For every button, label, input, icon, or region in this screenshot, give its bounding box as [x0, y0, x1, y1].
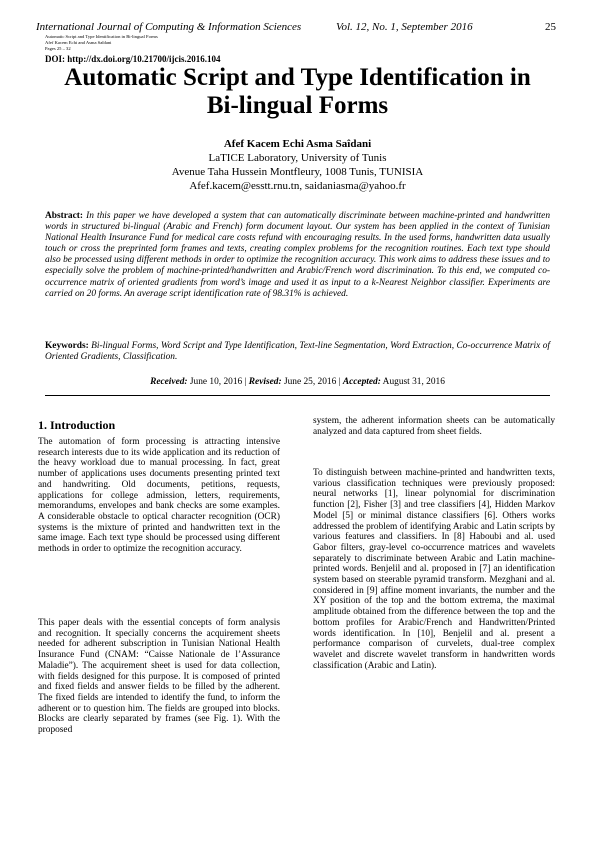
received-date: June 10, 2016 | [187, 377, 249, 387]
abstract-text: In this paper we have developed a system that can automatically discriminate between machine-printed and handwritten words in structured bi-lingual (Arabic and French) form document layout. Our system has been applied in the context of Tunisian National Health Insurance Fund for medical care costs refund with encouraging results. In the used forms, handwritten data usually touch or cross the preprinted form frames and texts, creating complex problems for the recognition routines. Each text type should also be processed using different methods in order to optimize the recognition accuracy. This work aims to address these issues and to especially solve the problem of machine-printed/handwritten and Arabic/French word discrimination. To this end, we computed co-occurrence matrix of oriented gradients from word’s image and used it as input to a k-Nearest Neighbor classifier. Experiments are carried on 20 forms. An average script identification rate of 98.31% is achieved. [45, 211, 551, 299]
doi-link[interactable]: DOI: http://dx.doi.org/10.21700/ijcis.2016.104 [45, 54, 221, 64]
right-column-paragraph-1: system, the adherent information sheets can be automatically analyzed and data captured from sheet fields. [313, 416, 555, 437]
paper-title [45, 64, 550, 120]
revised-date: June 25, 2016 | [281, 377, 343, 387]
received-label: Received: [150, 377, 188, 387]
publication-dates [45, 377, 550, 387]
affiliation-lab: LaTICE Laboratory, University of Tunis [208, 152, 387, 164]
running-title: Automatic Script and Type Identification in Bi-lingual Forms [45, 34, 158, 39]
left-column-paragraph-1: The automation of form processing is attracting intensive research interests due to its wide application and its reduction of the heavy workload due to manual processing. In fact, great number of applications uses documents presenting printed text and handwriting. Old documents, petitions, requests, applications for college admission, letters, requirements, memorandums, envelopes and bank checks are some examples. A considerable obstacle to optical character recognition (OCR) systems is the mixture of printed and handwritten text in the same image. Each text type should be processed using different methods in order to optimize the recognition accuracy. [38, 437, 280, 555]
keywords-text: Bi-lingual Forms, Word Script and Type Identification, Text-line Segmentation, Word Extraction, Co-occurrence Matrix of Oriented Gradients, Classification. [45, 341, 550, 363]
abstract-label: Abstract: [45, 211, 84, 221]
authors: Afef Kacem Echi Asma Saîdani [223, 138, 372, 150]
accepted-date: August 31, 2016 [380, 377, 445, 387]
accepted-label: Accepted: [342, 377, 381, 387]
paper-title-line-1: Automatic Script and Type Identification in [64, 64, 531, 91]
page-number: 25 [545, 21, 556, 33]
running-pages: Pages 25 – 32 [45, 46, 71, 51]
keywords-label: Keywords: [45, 341, 89, 351]
journal-name: International Journal of Computing & Information Sciences [36, 21, 302, 33]
revised-label: Revised: [248, 377, 282, 387]
affiliation-address: Avenue Taha Hussein Montfleury, 1008 Tunis, TUNISIA [171, 166, 424, 178]
running-authors: Afef Kacem Echi and Asma Saîdani [45, 40, 112, 45]
left-column-paragraph-2: This paper deals with the essential concepts of form analysis and recognition. It specially concerns the acquirement sheets needed for adherent subscription in Tunisian National Health Insurance Fund (CNAM: “Caisse Nationale de l’Assurance Maladie”). The acquirement sheet is used for data collection, with fields designed for this purpose. It is composed of printed and fixed fields and answer fields to be filled by the adherent. The fixed fields are intended to identify the fund, to inform the adherent or to question him. The fields are grouped into blocks. Blocks are clearly separated by frames (see Fig. 1). With the proposed [38, 618, 280, 736]
keywords [45, 341, 550, 363]
divider [45, 395, 550, 396]
right-column-paragraph-2: To distinguish between machine-printed and handwritten texts, various classification techniques were previously proposed: neural networks [1], linear polynomial for discrimination function [2], Fisher [3] and tree classifiers [4], Hidden Markov Model [5] or minimal distance classifiers [6]. Others works addressed the problem of identifying Arabic and Latin scripts by various features and classifiers. In [8] Haboubi and al. used Gabor filters, gray-level co-occurrence matrices and wavelets separately to discriminate between Arabic and Latin machine-printed words. Benjelil and al. proposed in [7] an identification system based on steerable pyramid transform. Mezghani and al. considered in [9] affine moment invariants, the number and the XY position of the top and the bottom extrema, the maximal amplitude obtained from the difference between the top and the bottom profiles for Arabic/French and Handwritten/Printed words identification. In [10], Benjelil and al. present a performance comparison of curvelets, dual-tree complex wavelet and discrete wavelet transform in handwritten words classification (Arabic and Latin). [313, 468, 555, 671]
volume-info: Vol. 12, No. 1, September 2016 [336, 21, 473, 33]
author-emails[interactable]: Afef.kacem@esstt.rnu.tn, saidaniasma@yahoo.fr [189, 180, 406, 192]
abstract [45, 211, 550, 300]
section-heading-introduction: 1. Introduction [38, 418, 116, 432]
paper-title-line-2: Bi-lingual Forms [206, 92, 389, 119]
